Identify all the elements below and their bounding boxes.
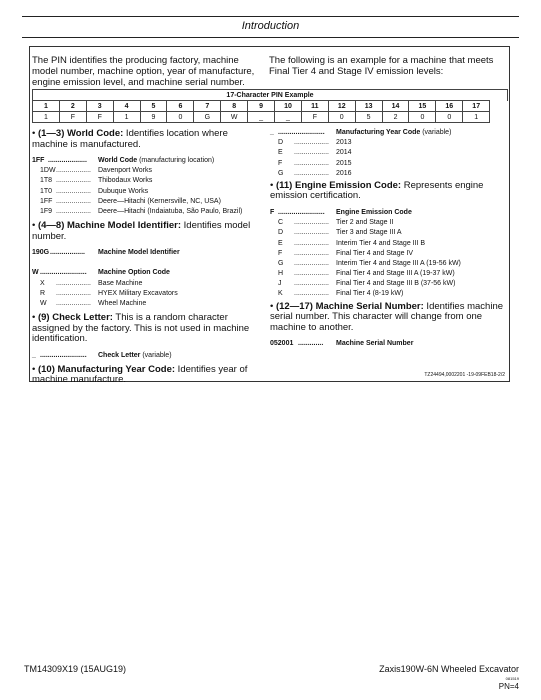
label: Manufacturing Year Code (variable) bbox=[336, 129, 452, 136]
header-rule-bottom bbox=[22, 37, 519, 38]
pin-character-cell: 5 bbox=[355, 112, 382, 123]
code: 052001 bbox=[270, 340, 294, 348]
emission-list bbox=[270, 218, 506, 300]
pin-character-cell: 0 bbox=[409, 112, 436, 123]
code: _ bbox=[270, 129, 274, 136]
year-code-bullet: • (10) Manufacturing Year Code: Identifies year of machine manufacture. bbox=[32, 363, 248, 386]
year-code-title: (10) Manufacturing Year Code: bbox=[37, 363, 176, 375]
label: Machine Serial Number bbox=[336, 340, 414, 348]
code: D bbox=[278, 229, 284, 237]
list-item bbox=[270, 169, 506, 179]
label: 2015 bbox=[336, 159, 352, 167]
label: Interim Tier 4 and Stage III A (19-56 kW) bbox=[336, 259, 461, 267]
pin-character-cell: 1 bbox=[33, 112, 60, 123]
content-box bbox=[29, 46, 510, 386]
intro-left: The PIN identifies the producing factory, machine model number, machine option, year of manufacture, engine emission level, and machine serial number. bbox=[32, 55, 255, 88]
leader-dots: .................. bbox=[56, 197, 92, 205]
leader-dots: .................. bbox=[294, 219, 330, 227]
check-letter-desc: This is a random character assigned by the factory. This is not used in machine identification. bbox=[32, 312, 250, 345]
code: F bbox=[278, 249, 283, 257]
list-item bbox=[32, 187, 266, 197]
pin-position-cell: 8 bbox=[221, 101, 248, 112]
footer-page: PN=4 bbox=[498, 682, 519, 691]
label: 2013 bbox=[336, 139, 352, 147]
leader-dots: .................. bbox=[294, 259, 330, 267]
list-item bbox=[270, 218, 506, 228]
pin-position-cell: 16 bbox=[436, 101, 463, 112]
pin-character-cell: F bbox=[59, 112, 86, 123]
code: 1FF bbox=[32, 157, 45, 164]
label: Base Machine bbox=[98, 279, 143, 287]
label: Final Tier 4 and Stage III B (37-56 kW) bbox=[336, 280, 456, 288]
code: C bbox=[278, 219, 284, 227]
check-letter-title: (9) Check Letter: bbox=[37, 312, 113, 324]
code: F bbox=[278, 159, 283, 167]
intro-right: The following is an example for a machine that meets Final Tier 4 and Stage IV emission levels: bbox=[269, 55, 494, 77]
list-item bbox=[270, 279, 506, 289]
code: G bbox=[278, 169, 284, 177]
option-code-list bbox=[32, 279, 266, 310]
list-item bbox=[32, 299, 266, 309]
pin-character-cell: G bbox=[194, 112, 221, 123]
leader-dots: .................. bbox=[294, 280, 330, 288]
label: World Code (manufacturing location) bbox=[98, 157, 215, 164]
list-item bbox=[270, 239, 506, 249]
leader-dots: .................. bbox=[56, 207, 92, 215]
list-item bbox=[32, 207, 266, 217]
pin-character-cell: 0 bbox=[328, 112, 355, 123]
label: Dubuque Works bbox=[98, 187, 149, 195]
code: 1F9 bbox=[40, 207, 53, 215]
year-code-list bbox=[270, 138, 506, 179]
pin-position-cell: 3 bbox=[86, 101, 113, 112]
leader-dots: .................. bbox=[294, 290, 330, 298]
list-item bbox=[270, 249, 506, 259]
pin-character-cell: _ bbox=[248, 112, 275, 123]
pin-position-cell: 7 bbox=[194, 101, 221, 112]
world-code-list bbox=[32, 166, 266, 217]
pin-position-cell: 5 bbox=[140, 101, 167, 112]
footer-small-code: 081519 bbox=[505, 676, 519, 681]
leader-dots: .................. bbox=[50, 249, 86, 257]
header-rule-top bbox=[22, 16, 519, 17]
code: E bbox=[278, 239, 283, 247]
pin-character-cell: 1 bbox=[463, 112, 490, 123]
pin-character-cell: 2 bbox=[382, 112, 409, 123]
option-code-head bbox=[32, 268, 266, 278]
list-item bbox=[270, 269, 506, 279]
pin-position-cell: 13 bbox=[355, 101, 382, 112]
code: _ bbox=[32, 351, 36, 359]
leader-dots: ........................ bbox=[278, 129, 325, 136]
leader-dots: .................. bbox=[56, 177, 92, 185]
pin-position-cell: 2 bbox=[59, 101, 86, 112]
pin-table-title: 17-Character PIN Example bbox=[32, 89, 508, 101]
world-code-head bbox=[32, 156, 266, 166]
pin-table bbox=[32, 100, 490, 123]
model-id-desc: Identifies model number. bbox=[32, 220, 251, 242]
code: 1DW bbox=[40, 167, 56, 175]
label: Deere—Hitachi (Indaiatuba, São Paulo, Brazil) bbox=[98, 207, 243, 215]
pin-character-cell: F bbox=[86, 112, 113, 123]
pin-position-cell: 9 bbox=[248, 101, 275, 112]
leader-dots: .................. bbox=[294, 149, 330, 157]
pin-position-cell: 1 bbox=[33, 101, 60, 112]
label: Machine Option Code bbox=[98, 269, 170, 277]
emission-head bbox=[270, 208, 506, 218]
leader-dots: .................. bbox=[294, 159, 330, 167]
pin-position-cell: 11 bbox=[301, 101, 328, 112]
serial-bullet: • (12—17) Machine Serial Number: Identifies machine serial number. This character will change from one machine to another. bbox=[270, 300, 504, 333]
label: Wheel Machine bbox=[98, 299, 147, 307]
model-id-title: (4—8) Machine Model Identifier: bbox=[37, 220, 182, 232]
pin-position-cell: 10 bbox=[275, 101, 302, 112]
leader-dots: ........................ bbox=[40, 269, 87, 277]
pin-character-cell: 9 bbox=[140, 112, 167, 123]
model-id-head bbox=[32, 248, 266, 258]
check-letter-bullet: • (9) Check Letter: This is a random character assigned by the factory. This is not used in machine identification. bbox=[32, 312, 250, 345]
label: Thibodaux Works bbox=[98, 177, 153, 185]
code: X bbox=[40, 279, 45, 287]
label: Interim Tier 4 and Stage III B bbox=[336, 239, 426, 247]
leader-dots: .................. bbox=[56, 299, 92, 307]
leader-dots: .................. bbox=[294, 139, 330, 147]
pin-position-cell: 12 bbox=[328, 101, 355, 112]
pin-character-cell: 0 bbox=[436, 112, 463, 123]
label: Davenport Works bbox=[98, 167, 152, 175]
section-title: Introduction bbox=[241, 20, 300, 32]
leader-dots: .................. bbox=[56, 167, 92, 175]
label: Engine Emission Code bbox=[336, 208, 412, 216]
label: Final Tier 4 (8-19 kW) bbox=[336, 290, 404, 298]
world-code-title: (1—3) World Code: bbox=[37, 128, 124, 139]
code: R bbox=[40, 289, 46, 297]
pin-character-cell: 0 bbox=[167, 112, 194, 123]
list-item bbox=[32, 176, 266, 186]
pin-position-cell: 4 bbox=[113, 101, 140, 112]
year-code-head bbox=[270, 128, 506, 138]
list-item bbox=[270, 228, 506, 238]
serial-desc: Identifies machine serial number. This character will change from one machine to another. bbox=[270, 300, 504, 333]
code: W bbox=[40, 299, 47, 307]
label: 2016 bbox=[336, 169, 352, 177]
code: E bbox=[278, 149, 283, 157]
model-id-bullet: • (4—8) Machine Model Identifier: Identifies model number. bbox=[32, 220, 251, 242]
label: 2014 bbox=[336, 149, 352, 157]
label: Deere—Hitachi (Kernersville, NC, USA) bbox=[98, 197, 221, 205]
list-item bbox=[270, 259, 506, 269]
code: H bbox=[278, 270, 284, 278]
leader-dots: .................. bbox=[56, 289, 92, 297]
world-code-desc: Identifies location where machine is manufactured. bbox=[32, 128, 228, 150]
serial-head bbox=[270, 339, 506, 349]
emission-title: (11) Engine Emission Code: bbox=[275, 179, 402, 191]
list-item bbox=[32, 166, 266, 176]
left-column bbox=[32, 129, 266, 392]
label: HYEX Military Excavators bbox=[98, 289, 178, 297]
leader-dots: .................. bbox=[294, 249, 330, 257]
footer-doc-id: TM14309X19 (15AUG19) bbox=[24, 664, 127, 674]
right-column bbox=[270, 128, 506, 349]
code: D bbox=[278, 139, 284, 147]
leader-dots: .................. bbox=[294, 229, 330, 237]
leader-dots: .................. bbox=[56, 187, 92, 195]
list-item bbox=[270, 159, 506, 169]
pin-character-row bbox=[33, 112, 490, 123]
year-code-desc: Identifies year of machine manufacture. bbox=[32, 363, 248, 386]
label: Final Tier 4 and Stage III A (19-37 kW) bbox=[336, 270, 455, 278]
leader-dots: .................... bbox=[48, 157, 87, 164]
world-code-bullet: • (1—3) World Code: Identifies location where machine is manufactured. bbox=[32, 128, 228, 150]
leader-dots: ........................ bbox=[40, 351, 87, 359]
code: F bbox=[270, 208, 275, 216]
reference-code: TZ24494,0002201 -19-09FEB18-2/2 bbox=[424, 372, 505, 378]
list-item bbox=[32, 279, 266, 289]
emission-desc: Represents engine emission certification. bbox=[270, 179, 484, 202]
label: Tier 2 and Stage II bbox=[336, 219, 394, 227]
footer-machine: Zaxis190W-6N Wheeled Excavator bbox=[379, 664, 519, 674]
pin-character-cell: 1 bbox=[113, 112, 140, 123]
code: G bbox=[278, 259, 284, 267]
label: Tier 3 and Stage III A bbox=[336, 229, 402, 237]
pin-character-cell: F bbox=[301, 112, 328, 123]
pin-position-cell: 15 bbox=[409, 101, 436, 112]
leader-dots: .................. bbox=[294, 169, 330, 177]
pin-character-cell: _ bbox=[275, 112, 302, 123]
pin-position-row bbox=[33, 101, 490, 112]
code: 190G bbox=[32, 249, 50, 257]
leader-dots: .................. bbox=[294, 270, 330, 278]
pin-position-cell: 17 bbox=[463, 101, 490, 112]
leader-dots: ............. bbox=[298, 340, 324, 348]
pin-position-cell: 6 bbox=[167, 101, 194, 112]
code: J bbox=[278, 280, 282, 288]
check-letter-head bbox=[32, 351, 266, 361]
list-item bbox=[32, 197, 266, 207]
code: K bbox=[278, 290, 283, 298]
emission-bullet: • (11) Engine Emission Code: Represents engine emission certification. bbox=[270, 179, 484, 202]
leader-dots: ........................ bbox=[278, 208, 325, 216]
leader-dots: .................. bbox=[294, 239, 330, 247]
pin-character-cell: W bbox=[221, 112, 248, 123]
list-item bbox=[270, 289, 506, 299]
label: Final Tier 4 and Stage IV bbox=[336, 249, 414, 257]
code: 1T0 bbox=[40, 187, 53, 195]
code: 1T8 bbox=[40, 177, 53, 185]
list-item bbox=[32, 289, 266, 299]
code: W bbox=[32, 269, 39, 277]
code: 1FF bbox=[40, 197, 53, 205]
label: Machine Model Identifier bbox=[98, 249, 180, 257]
serial-title: (12—17) Machine Serial Number: bbox=[275, 300, 424, 312]
label: Check Letter (variable) bbox=[98, 351, 172, 359]
list-item bbox=[270, 148, 506, 158]
leader-dots: .................. bbox=[56, 279, 92, 287]
pin-position-cell: 14 bbox=[382, 101, 409, 112]
list-item bbox=[270, 138, 506, 148]
